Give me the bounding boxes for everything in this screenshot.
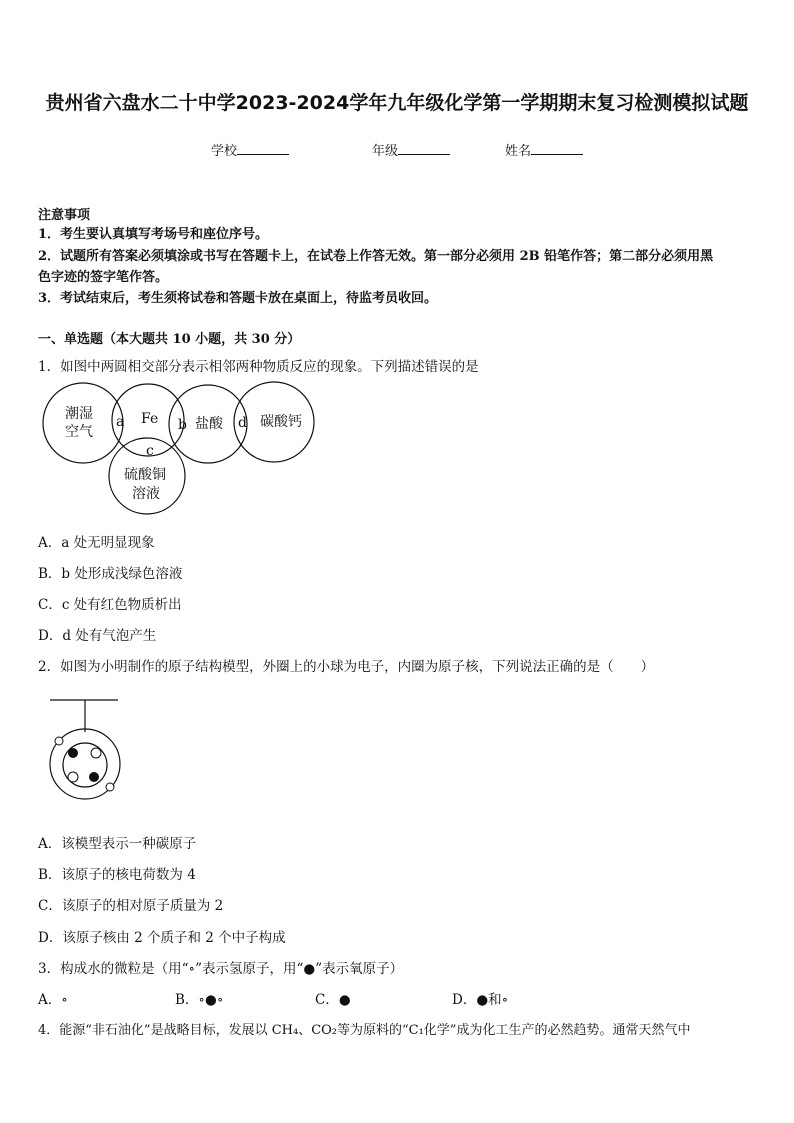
option-d: D．该原子核由 2 个质子和 2 个中子构成 xyxy=(38,930,286,946)
label-iron: Fe xyxy=(141,411,159,427)
label-caco3: 碳酸钙 xyxy=(260,414,302,430)
grade-label: 年级 xyxy=(372,144,399,159)
grade-blank xyxy=(398,142,450,155)
page-title: 贵州省六盘水二十中学2023-2024学年九年级化学第一学期期末复习检测模拟试题 xyxy=(45,92,749,114)
name-label: 姓名 xyxy=(505,144,532,159)
label-a: a xyxy=(116,414,125,430)
electron-ball xyxy=(55,737,63,745)
option-c: C．该原子的相对原子质量为 2 xyxy=(38,898,224,914)
label-b: b xyxy=(178,417,187,433)
question-stem: 3．构成水的微粒是（用“∘”表示氢原子，用“●”表示氧原子） xyxy=(38,961,404,977)
option-a: A．该模型表示一种碳原子 xyxy=(38,836,197,852)
label-cuso4-line2: 溶液 xyxy=(132,486,160,502)
school-field xyxy=(211,140,289,159)
question-stem: 2．如图为小明制作的原子结构模型，外圈上的小球为电子，内圈为原子核，下列说法正确的是（ ） xyxy=(38,659,655,675)
option-a: A．∘ xyxy=(38,992,68,1008)
circle-humid-air xyxy=(43,383,123,463)
notice-item: 色字迹的签字笔作答。 xyxy=(38,270,169,285)
question-stem: 4．能源“非石油化”是战略目标，发展以 CH₄、CO₂等为原料的“C₁化学”成为化工生产的必然趋势。通常天然气中 xyxy=(38,1023,691,1038)
proton-ball xyxy=(89,772,99,782)
option-b: B．该原子的核电荷数为 4 xyxy=(38,867,196,883)
section-heading: 一、单选题（本大题共 10 小题，共 30 分） xyxy=(38,332,301,347)
option-c: C．c 处有红色物质析出 xyxy=(38,597,182,613)
option-d: D．●和∘ xyxy=(452,992,509,1008)
option-c: C．● xyxy=(315,992,351,1008)
proton-ball xyxy=(68,748,78,758)
neutron-ball xyxy=(91,748,101,758)
notice-item: 1．考生要认真填写考场号和座位序号。 xyxy=(38,227,269,242)
school-blank xyxy=(237,142,289,155)
question-stem: 1．如图中两圆相交部分表示相邻两种物质反应的现象。下列描述错误的是 xyxy=(38,359,479,375)
option-a: A．a 处无明显现象 xyxy=(38,535,155,551)
atom-model-diagram xyxy=(38,690,138,810)
electron-ball xyxy=(106,783,114,791)
neutron-ball xyxy=(68,772,78,782)
label-humid-line2: 空气 xyxy=(65,424,93,440)
name-field xyxy=(505,140,583,159)
label-cuso4-line1: 硫酸铜 xyxy=(124,467,166,483)
label-c: c xyxy=(146,443,154,459)
notice-heading: 注意事项 xyxy=(38,208,91,223)
option-d: D．d 处有气泡产生 xyxy=(38,628,157,644)
option-b: B．∘●∘ xyxy=(175,992,224,1008)
grade-field xyxy=(372,140,450,159)
notice-item: 2．试题所有答案必须填涂或书写在答题卡上，在试卷上作答无效。第一部分必须用 2B 铅笔作答；第二部分必须用黑 xyxy=(38,249,714,264)
name-blank xyxy=(531,142,583,155)
label-d: d xyxy=(238,415,247,431)
label-acid: 盐酸 xyxy=(195,416,223,432)
reaction-circles-diagram xyxy=(38,378,328,520)
school-label: 学校 xyxy=(211,144,238,159)
notice-item: 3．考试结束后，考生须将试卷和答题卡放在桌面上，待监考员收回。 xyxy=(38,291,438,306)
option-b: B．b 处形成浅绿色溶液 xyxy=(38,566,183,582)
label-humid-line1: 潮湿 xyxy=(65,406,93,422)
